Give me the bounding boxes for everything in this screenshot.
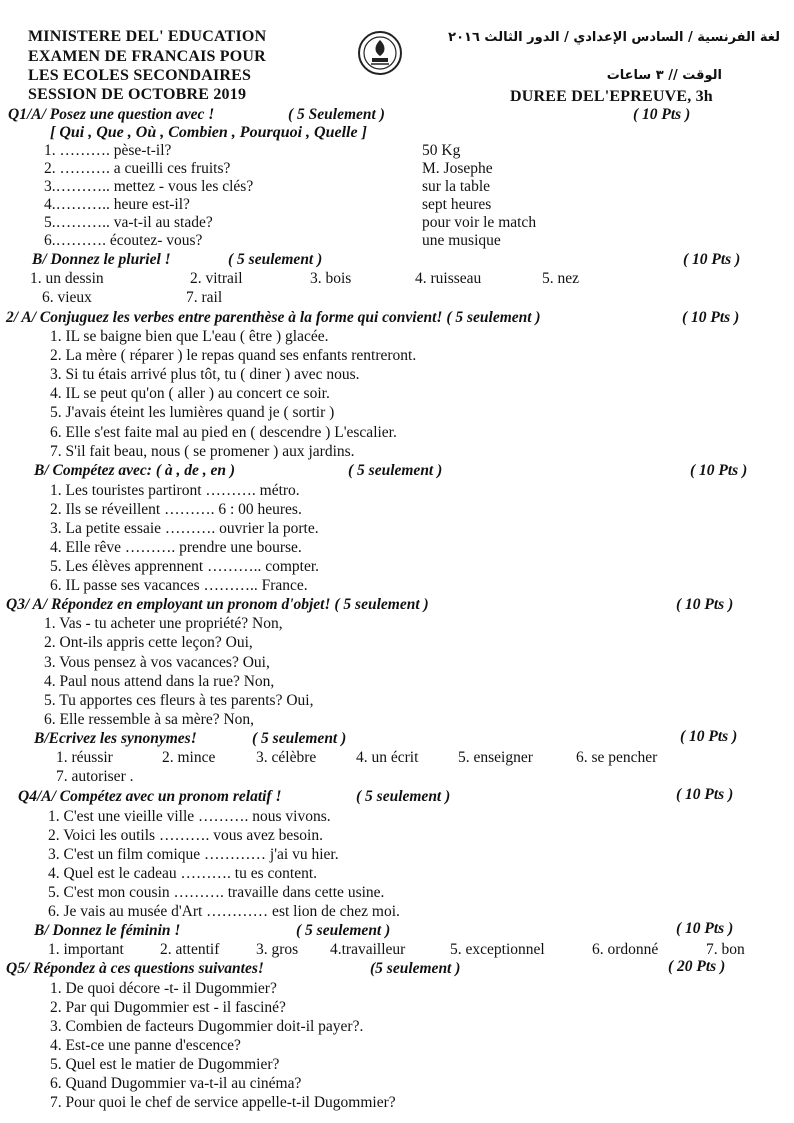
list-item: 6. IL passe ses vacances ……….. France. [50, 577, 308, 594]
list-item: 2. Par qui Dugommier est - il fasciné? [50, 999, 286, 1016]
q1a-limit: ( 5 Seulement ) [288, 106, 385, 123]
q5-title: Q5/ Répondez à ces questions suivantes! [6, 960, 264, 977]
list-item: 3. bois [310, 270, 352, 287]
list-item: 2. attentif [160, 941, 220, 958]
list-item: 4.……….. heure est-il? [44, 196, 190, 213]
list-item: 3. célèbre [256, 749, 317, 766]
list-item: 7. bon [706, 941, 745, 958]
q2b-limit: ( 5 seulement ) [348, 462, 443, 479]
q1a-title: Q1/A/ Posez une question avec ! [8, 106, 215, 123]
list-item: 3. C'est un film comique ………… j'ai vu hier. [48, 846, 339, 863]
list-item: 4. Paul nous attend dans la rue? Non, [44, 673, 275, 690]
list-item: 1. ………. pèse-t-il? [44, 142, 172, 159]
list-item: 6. Elle s'est faite mal au pied en ( descendre ) L'escalier. [50, 424, 397, 441]
list-item: 6. Elle ressemble à sa mère? Non, [44, 711, 255, 728]
list-item: 5. C'est mon cousin ………. travaille dans cette usine. [48, 884, 385, 901]
q2a-title: 2/ A/ Conjuguez les verbes entre parenthèse à la forme qui convient! ( 5 seulement ) [6, 309, 541, 326]
list-item: 1. important [48, 941, 124, 958]
q3b-limit: ( 5 seulement ) [252, 730, 347, 747]
list-item: 1. réussir [56, 749, 113, 766]
q4a-points: ( 10 Pts ) [676, 786, 734, 803]
list-item: 4. Elle rêve ………. prendre une bourse. [50, 539, 302, 556]
q4b-limit: ( 5 seulement ) [296, 922, 391, 939]
exam-title-line2: LES ECOLES SECONDAIRES [28, 67, 252, 84]
list-item-answer: une musique [422, 232, 501, 249]
q1a-points: ( 10 Pts ) [633, 106, 691, 123]
q1b-points: ( 10 Pts ) [683, 251, 741, 268]
list-item: 2. Ils se réveillent ………. 6 : 00 heures. [50, 501, 302, 518]
list-item-answer: sept heures [422, 196, 492, 213]
list-item: 2. Voici les outils ………. vous avez besoin. [48, 827, 323, 844]
list-item: 7. Pour quoi le chef de service appelle-t-il Dugommier? [50, 1094, 396, 1111]
list-item: 6.………. écoutez- vous? [44, 232, 203, 249]
q2b-points: ( 10 Pts ) [690, 462, 748, 479]
q3a-points: ( 10 Pts ) [676, 596, 734, 613]
q3a-title: Q3/ A/ Répondez en employant un pronom d'objet! ( 5 seulement ) [6, 596, 429, 613]
list-item: 6. ordonné [592, 941, 659, 958]
list-item: 1. C'est une vieille ville ………. nous vivons. [48, 808, 331, 825]
q3b-points: ( 10 Pts ) [680, 728, 738, 745]
list-item-answer: sur la table [422, 178, 491, 195]
q1a-word-list: [ Qui , Que , Où , Combien , Pourquoi , Quelle ] [50, 124, 367, 141]
list-item: 4. un écrit [356, 749, 419, 766]
list-item: 5.……….. va-t-il au stade? [44, 214, 213, 231]
list-item: 2. ………. a cueilli ces fruits? [44, 160, 231, 177]
list-item: 2. mince [162, 749, 216, 766]
list-item: 5. Quel est le matier de Dugommier? [50, 1056, 280, 1073]
list-item: 3. La petite essaie ………. ouvrier la porte. [50, 520, 319, 537]
list-item: 5. nez [542, 270, 580, 287]
list-item: 5. J'avais éteint les lumières quand je ( sortir ) [50, 404, 335, 421]
q4a-title: Q4/A/ Compétez avec un pronom relatif ! [18, 788, 282, 805]
list-item: 2. vitrail [190, 270, 243, 287]
list-item: 4.travailleur [330, 941, 406, 958]
arabic-time-line: الوقت // ٣ ساعات [606, 68, 722, 83]
duration-label: DUREE DEL'EPREUVE, 3h [510, 88, 713, 105]
q3b-title: B/Ecrivez les synonymes! [34, 730, 197, 747]
list-item: 3.……….. mettez - vous les clés? [44, 178, 254, 195]
q1b-limit: ( 5 seulement ) [228, 251, 323, 268]
list-item: 3. Vous pensez à vos vacances? Oui, [44, 654, 270, 671]
q4a-limit: ( 5 seulement ) [356, 788, 451, 805]
list-item: 4. Quel est le cadeau ………. tu es content. [48, 865, 318, 882]
list-item: 3. gros [256, 941, 299, 958]
list-item-answer: M. Josephe [422, 160, 493, 177]
list-item: 5. Les élèves apprennent ……….. compter. [50, 558, 320, 575]
list-item-answer: pour voir le match [422, 214, 537, 231]
list-item: 1. Les touristes partiront ………. métro. [50, 482, 300, 499]
exam-title-line1: EXAMEN DE FRANCAIS POUR [28, 48, 266, 65]
list-item: 4. IL se peut qu'on ( aller ) au concert ce soir. [50, 385, 330, 402]
list-item: 1. De quoi décore -t- il Dugommier? [50, 980, 277, 997]
list-item: 3. Si tu étais arrivé plus tôt, tu ( diner ) avec nous. [50, 366, 360, 383]
list-item: 7. autoriser . [56, 768, 134, 785]
q5-points: ( 20 Pts ) [668, 958, 726, 975]
list-item-answer: 50 Kg [422, 142, 461, 159]
list-item: 4. Est-ce une panne d'escence? [50, 1037, 241, 1054]
ministry-title: MINISTERE DEL' EDUCATION [28, 28, 267, 45]
q4b-title: B/ Donnez le féminin ! [34, 922, 181, 939]
q1b-title: B/ Donnez le pluriel ! [32, 251, 171, 268]
list-item: 2. La mère ( réparer ) le repas quand ses enfants rentreront. [50, 347, 417, 364]
q2b-title: B/ Compétez avec: ( à , de , en ) [34, 462, 236, 479]
list-item: 4. ruisseau [415, 270, 482, 287]
q2a-points: ( 10 Pts ) [682, 309, 740, 326]
list-item: 6. Je vais au musée d'Art ………… est lion de chez moi. [48, 903, 400, 920]
list-item: 3. Combien de facteurs Dugommier doit-il payer?. [50, 1018, 364, 1035]
list-item: 5. exceptionnel [450, 941, 545, 958]
list-item: 6. vieux [42, 289, 92, 306]
list-item: 6. Quand Dugommier va-t-il au cinéma? [50, 1075, 302, 1092]
ministry-seal-icon [357, 30, 403, 76]
list-item: 6. se pencher [576, 749, 658, 766]
arabic-subject-line: لغة الفرنسية / السادس الإعدادي / الدور الثالث ٢٠١٦ [448, 30, 780, 45]
list-item: 7. rail [186, 289, 223, 306]
list-item: 5. enseigner [458, 749, 533, 766]
list-item: 5. Tu apportes ces fleurs à tes parents? Oui, [44, 692, 314, 709]
list-item: 2. Ont-ils appris cette leçon? Oui, [44, 634, 253, 651]
list-item: 1. un dessin [30, 270, 104, 287]
q5-limit: (5 seulement ) [370, 960, 461, 977]
session-title: SESSION DE OCTOBRE 2019 [28, 86, 247, 103]
list-item: 7. S'il fait beau, nous ( se promener ) aux jardins. [50, 443, 355, 460]
list-item: 1. IL se baigne bien que L'eau ( être ) glacée. [50, 328, 329, 345]
list-item: 1. Vas - tu acheter une propriété? Non, [44, 615, 283, 632]
q4b-points: ( 10 Pts ) [676, 920, 734, 937]
